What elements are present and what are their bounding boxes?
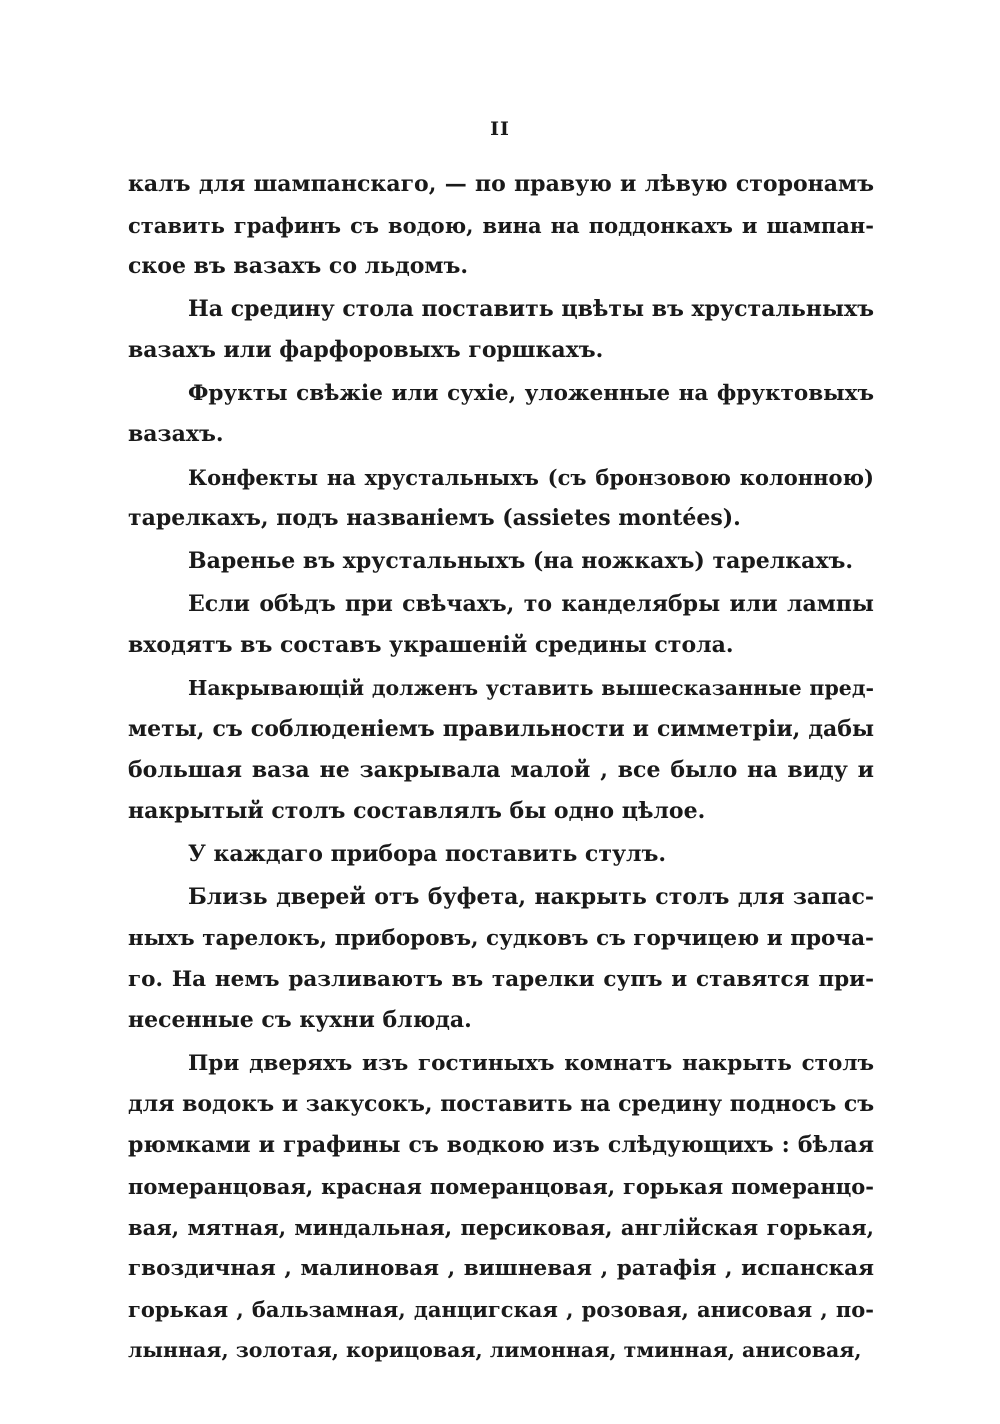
paragraph: [128, 164, 874, 287]
text-line: го. На немъ разливаютъ въ тарелки супъ и ставятся при-: [128, 967, 874, 992]
text-line: Если обѣдъ при свѣчахъ, то канделябры или лампы: [188, 591, 874, 617]
text-line: горькая , бальзамная, данцигская , розовая, анисовая , по-: [128, 1297, 874, 1322]
body-text: [128, 164, 874, 1373]
text-line: У каждаго прибора поставить стулъ.: [188, 841, 667, 867]
paragraph: [128, 373, 874, 455]
paragraph: [128, 877, 874, 1041]
text-line: померанцовая, красная померанцовая, горькая померанцо-: [128, 1174, 874, 1199]
text-line: ставить графинъ съ водою, вина на поддонкахъ и шампан-: [128, 213, 874, 238]
paragraph: [128, 668, 874, 832]
text-line: для водокъ и закусокъ, поставить на средину подносъ съ: [128, 1091, 874, 1117]
text-line: На средину стола поставить цвѣты въ хрустальныхъ: [188, 296, 874, 322]
paragraph: [128, 289, 874, 371]
text-line: накрытый столъ составлялъ бы одно цѣлое.: [128, 798, 706, 824]
text-line: вазахъ или фарфоровыхъ горшкахъ.: [128, 337, 604, 363]
paragraph: [128, 834, 874, 875]
paragraph: [128, 584, 874, 666]
text-line: ныхъ тарелокъ, приборовъ, судковъ съ горчицею и проча-: [128, 926, 874, 951]
text-line: калъ для шампанскаго, — по правую и лѣвую сторонамъ: [128, 171, 874, 197]
text-line: Накрывающій долженъ уставить вышесказанные пред-: [188, 676, 874, 700]
paragraph: [128, 541, 874, 582]
paragraph: [128, 1043, 874, 1371]
text-line: Близь дверей отъ буфета, накрыть столъ для запас-: [188, 884, 874, 910]
text-line: Варенье въ хрустальныхъ (на ножкахъ) тарелкахъ.: [188, 548, 854, 574]
text-line: меты, съ соблюденіемъ правильности и симметріи, дабы: [128, 716, 874, 742]
text-line: рюмками и графины съ водкою изъ слѣдующихъ : бѣлая: [128, 1132, 874, 1158]
text-line: тарелкахъ, подъ названіемъ (assietes montées).: [128, 505, 741, 531]
text-line: ское въ вазахъ со льдомъ.: [128, 253, 469, 279]
text-line: вазахъ.: [128, 421, 224, 447]
text-line: большая ваза не закрывала малой , все было на виду и: [128, 757, 874, 783]
text-line: лынная, золотая, корицовая, лимонная, тминная, анисовая,: [128, 1338, 862, 1362]
text-line: Конфекты на хрустальныхъ (съ бронзовою колонною): [188, 465, 874, 490]
page-number: II: [490, 118, 510, 140]
text-line: несенные съ кухни блюда.: [128, 1007, 472, 1033]
text-line: гвоздичная , малиновая , вишневая , ратафія , испанская: [128, 1256, 874, 1281]
text-line: входятъ въ составъ украшеній средины стола.: [128, 632, 734, 658]
text-line: вая, мятная, миндальная, персиковая, англійская горькая,: [128, 1215, 874, 1240]
text-line: Фрукты свѣжіе или сухіе, уложенные на фруктовыхъ: [188, 381, 874, 406]
paragraph: [128, 457, 874, 539]
text-line: При дверяхъ изъ гостиныхъ комнатъ накрыть столъ: [188, 1051, 874, 1076]
